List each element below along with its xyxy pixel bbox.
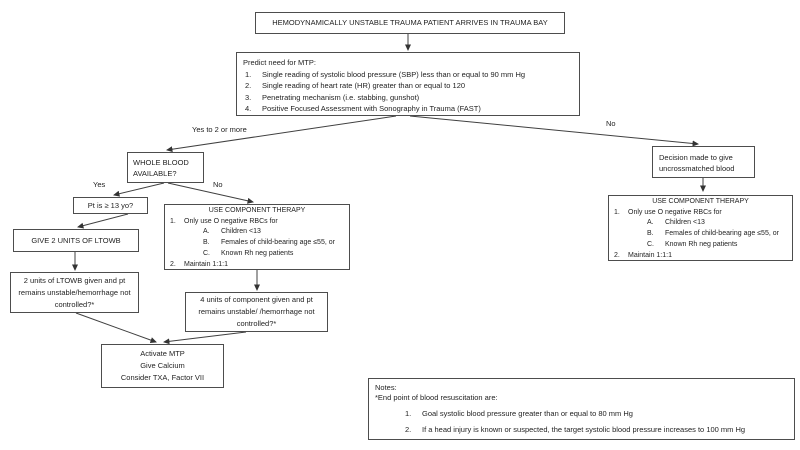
branch-label-yes-2-or-more: Yes to 2 or more: [192, 125, 247, 134]
component-line-a: A. Children <13: [203, 228, 261, 236]
give-ltowb-box: [13, 229, 139, 252]
component-line-c: C. Known Rh neg patients: [647, 240, 738, 248]
activate-mtp-line1: Activate MTP: [140, 349, 185, 358]
branch-label-no-mid: No: [213, 180, 223, 189]
arrow-wholeblood-to-ptage: [114, 183, 164, 195]
component-line-2: 2. Maintain 1:1:1: [614, 251, 672, 259]
activate-mtp-line2: Give Calcium: [140, 361, 185, 370]
whole-blood-box: [127, 152, 204, 183]
arrow-ptage-to-giveltowb: [78, 214, 128, 227]
title-box-text: HEMODYNAMICALLY UNSTABLE TRAUMA PATIENT ARRIVES IN TRAUMA BAY: [272, 18, 548, 27]
decision-uncrossmatched-box: [652, 146, 755, 178]
component-line-c: C. Known Rh neg patients: [203, 249, 294, 257]
arrow-ltowbgiven-to-activate: [76, 313, 156, 342]
give-ltowb-text: GIVE 2 UNITS OF LTOWB: [31, 235, 121, 245]
decision-uncrossmatched-text: Decision made to give uncrossmatched blood: [659, 153, 735, 173]
component-line-2: 2. Maintain 1:1:1: [170, 260, 228, 268]
component-given-box: [185, 292, 328, 332]
arrow-wholeblood-to-component-mid: [168, 183, 253, 202]
component-given-text: 4 units of component given and pt remains unstable/ /hemorrhage not controlled?*: [198, 295, 315, 328]
component-line-b: B. Females of child-bearing age ≤55, or: [203, 239, 335, 247]
predict-mtp-box: [236, 52, 580, 116]
predict-item-4: 4. Positive Focused Assessment with Sonography in Trauma (FAST): [245, 104, 481, 114]
pt-age-text: Pt is ≥ 13 yo?: [87, 200, 134, 210]
notes-item-1: 1. Goal systolic blood pressure greater than or equal to 80 mm Hg: [405, 409, 633, 418]
activate-mtp-line3: Consider TXA, Factor VII: [120, 373, 205, 382]
pt-age-box: [73, 197, 148, 214]
component-therapy-title: USE COMPONENT THERAPY: [652, 198, 749, 205]
component-line-1: 1. Only use O negative RBCs for: [170, 217, 278, 225]
predict-mtp-title: Predict need for MTP:: [243, 58, 316, 67]
component-therapy-title: USE COMPONENT THERAPY: [208, 207, 306, 214]
notes-box: [368, 378, 795, 440]
branch-label-yes-left: Yes: [93, 180, 106, 189]
component-line-a: A. Children <13: [647, 219, 705, 227]
notes-subtitle: *End point of blood resuscitation are:: [375, 393, 498, 402]
component-line-1: 1. Only use O negative RBCs for: [614, 208, 722, 216]
activate-mtp-box: [101, 344, 224, 388]
component-line-b: B. Females of child-bearing age ≤55, or: [647, 230, 779, 238]
arrow-predict-to-decision: [410, 116, 698, 144]
predict-item-3: 3. Penetrating mechanism (i.e. stabbing, gunshot): [245, 92, 420, 102]
notes-title: Notes:: [375, 383, 397, 392]
predict-item-2: 2. Single reading of heart rate (HR) greater than or equal to 120: [245, 81, 466, 91]
notes-item-2: 2. If a head injury is known or suspected, the target systolic blood pressure increases to 100 mm Hg: [405, 425, 746, 434]
predict-item-1: 1. Single reading of systolic blood pressure (SBP) less than or equal to 90 mm Hg: [245, 69, 526, 79]
branch-label-no-right: No: [606, 119, 616, 128]
title-box: [255, 12, 565, 34]
component-therapy-box-right: [608, 195, 793, 261]
ltowb-given-text: 2 units of LTOWB given and pt remains unstable/hemorrhage not controlled?*: [18, 275, 131, 309]
arrow-componentgiven-to-activate: [164, 332, 246, 342]
whole-blood-text: WHOLE BLOOD AVAILABLE?: [133, 158, 189, 178]
component-therapy-box-middle: [164, 204, 350, 270]
ltowb-given-box: [10, 272, 139, 313]
